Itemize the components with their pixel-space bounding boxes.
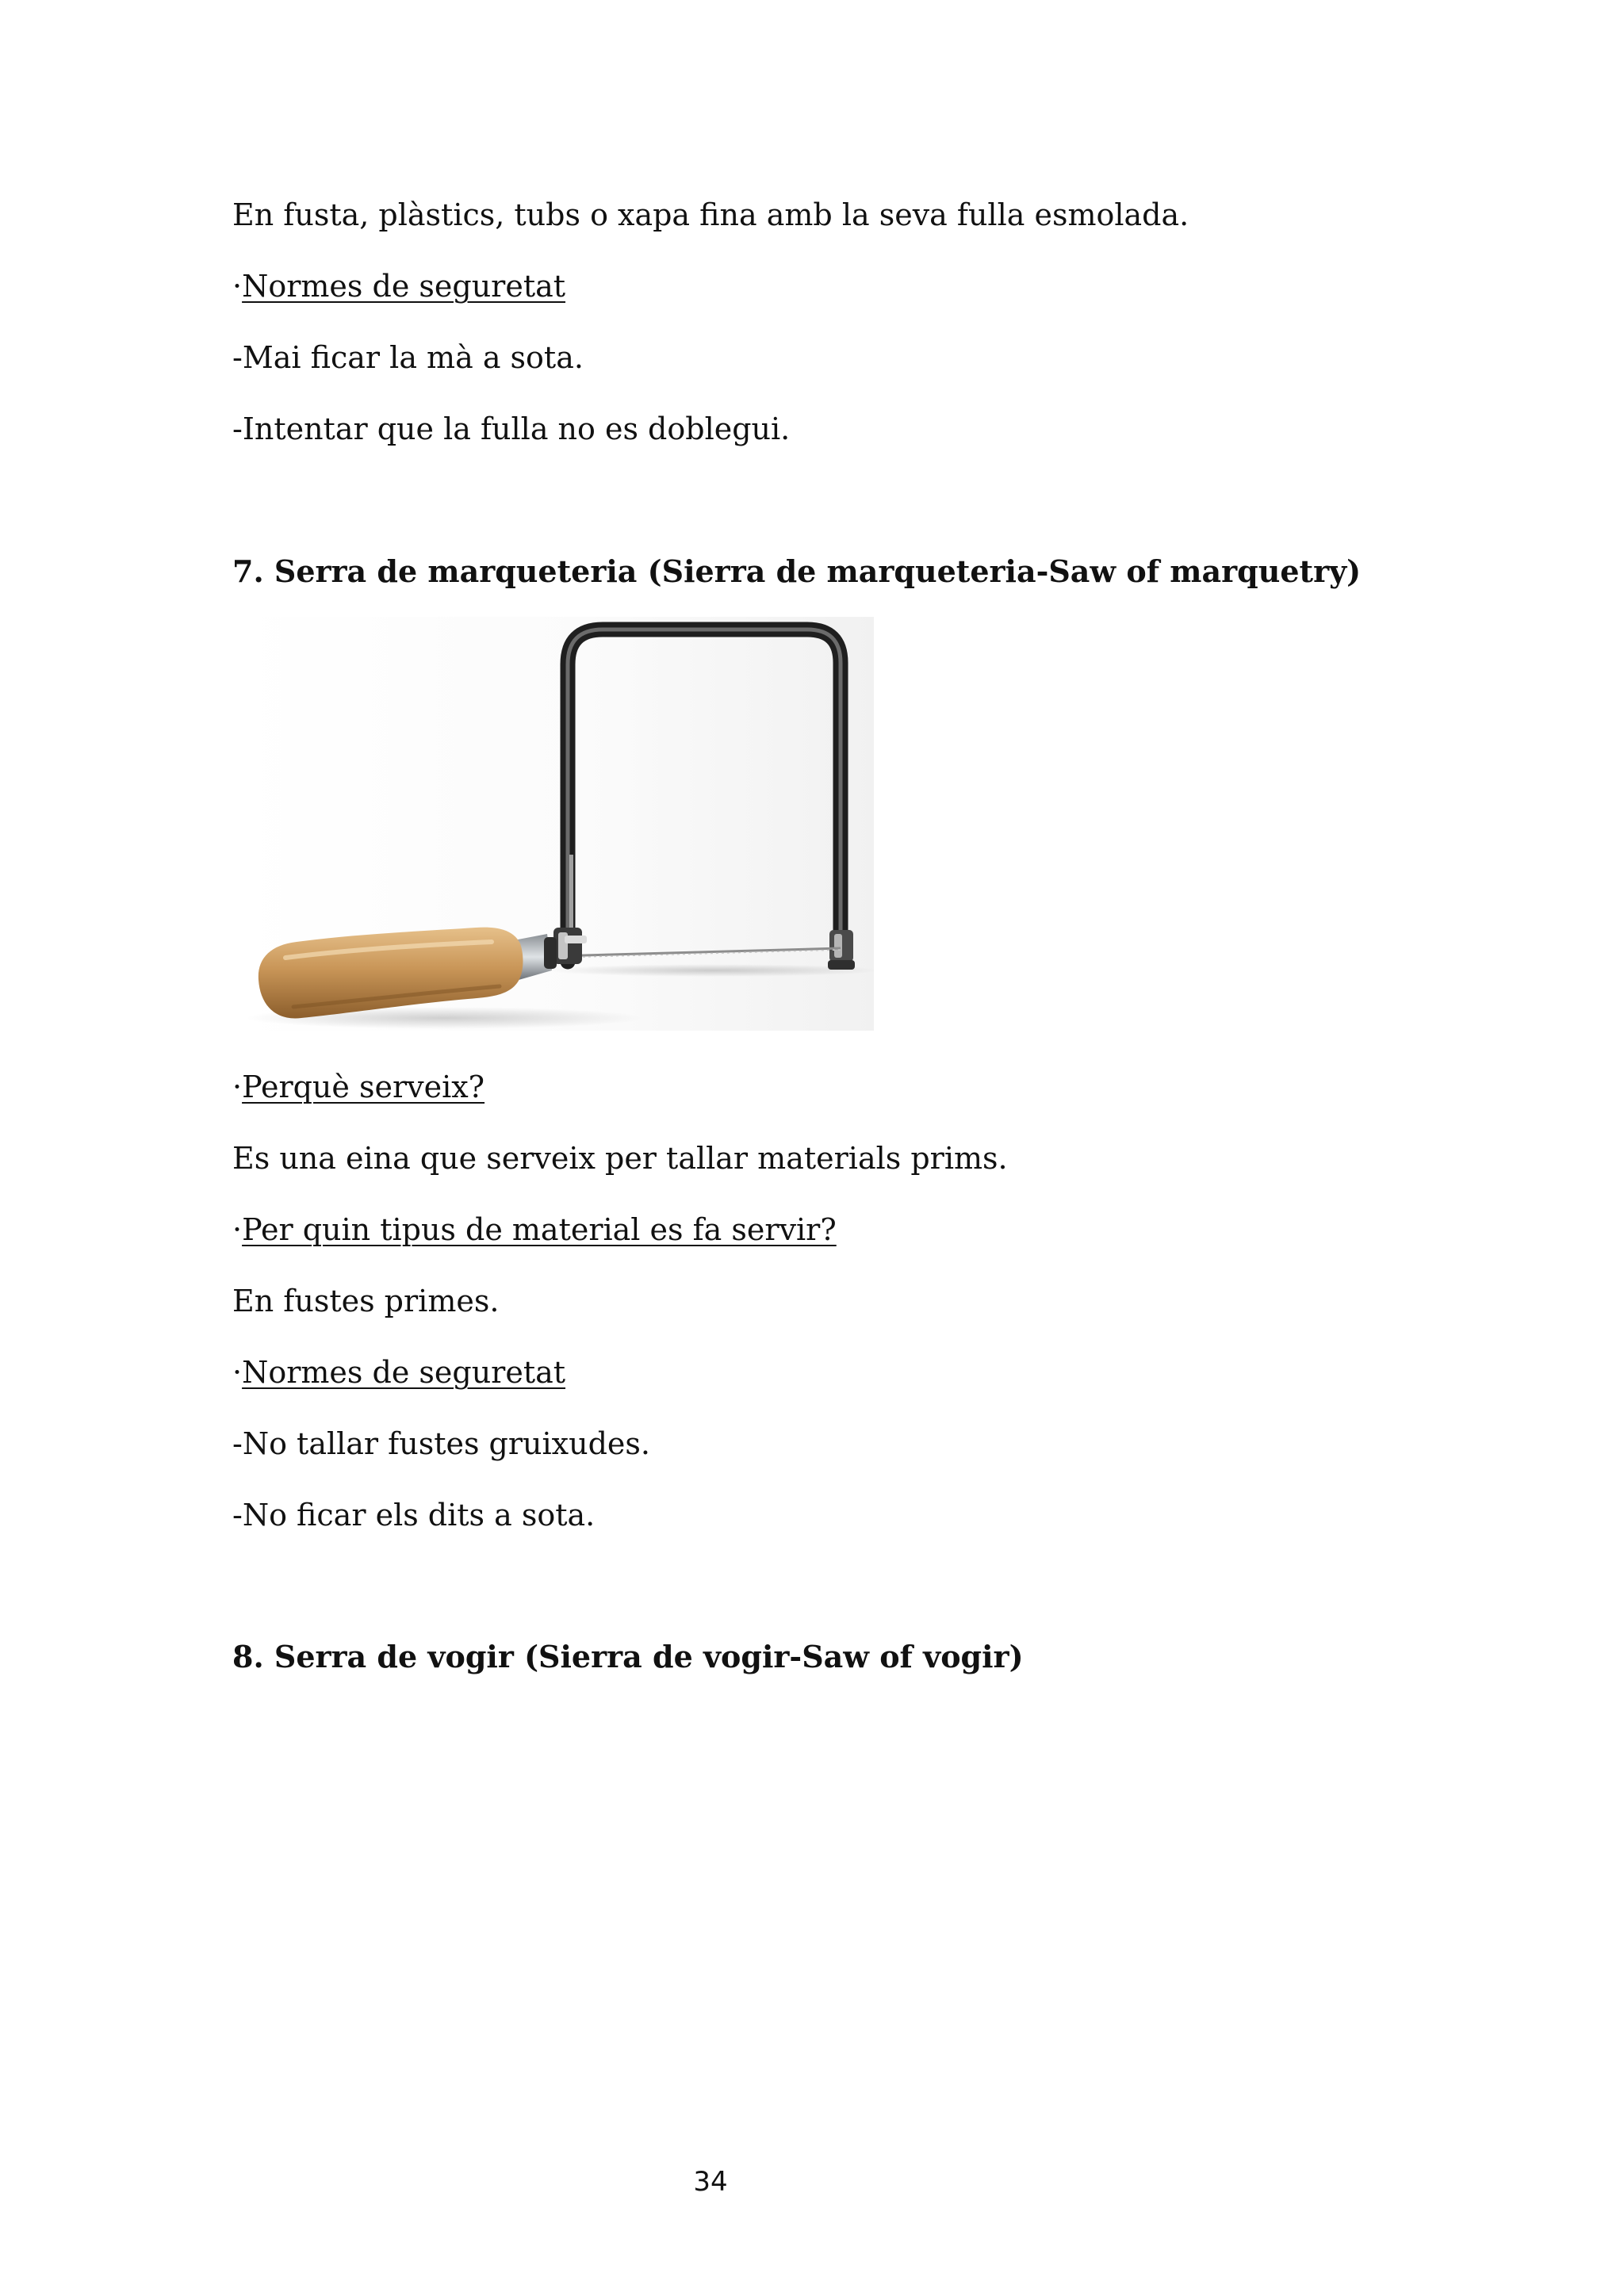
bullet: ·: [232, 269, 243, 304]
bullet: ·: [232, 1070, 243, 1104]
safety-rule-2-2: -No ficar els dits a sota.: [232, 1498, 596, 1533]
intro-text: En fusta, plàstics, tubs o xapa fina amb la seva fulla esmolada.: [232, 197, 1189, 232]
safety-heading-1: [232, 266, 565, 306]
safety-rule-1-2: -Intentar que la fulla no es doblegui.: [232, 411, 791, 446]
question-material-label: Per quin tipus de material es fa servir?: [242, 1212, 837, 1247]
coping-saw-image: [238, 617, 874, 1031]
safety-heading-2-label: Normes de seguretat: [242, 1355, 566, 1390]
coping-saw-icon: [238, 617, 874, 1031]
question-purpose: [232, 1067, 485, 1107]
safety-rule-1-1: -Mai ficar la mà a sota.: [232, 340, 584, 375]
question-material: [232, 1210, 837, 1249]
bullet: ·: [232, 1355, 243, 1390]
answer-purpose: Es una eina que serveix per tallar materials prims.: [232, 1141, 1008, 1176]
question-purpose-label: Perquè serveix?: [242, 1070, 485, 1104]
safety-heading-2: [232, 1353, 565, 1392]
page-number: 34: [693, 2166, 728, 2198]
safety-rule-2-1: -No tallar fustes gruixudes.: [232, 1426, 650, 1461]
safety-heading-1-label: Normes de seguretat: [242, 269, 566, 304]
bullet: ·: [232, 1212, 243, 1247]
section-8-title: 8. Serra de vogir (Sierra de vogir-Saw of vogir): [232, 1639, 1024, 1674]
section-7-title: 7. Serra de marqueteria (Sierra de marqueteria-Saw of marquetry): [232, 553, 1362, 589]
answer-material: En fustes primes.: [232, 1284, 500, 1318]
